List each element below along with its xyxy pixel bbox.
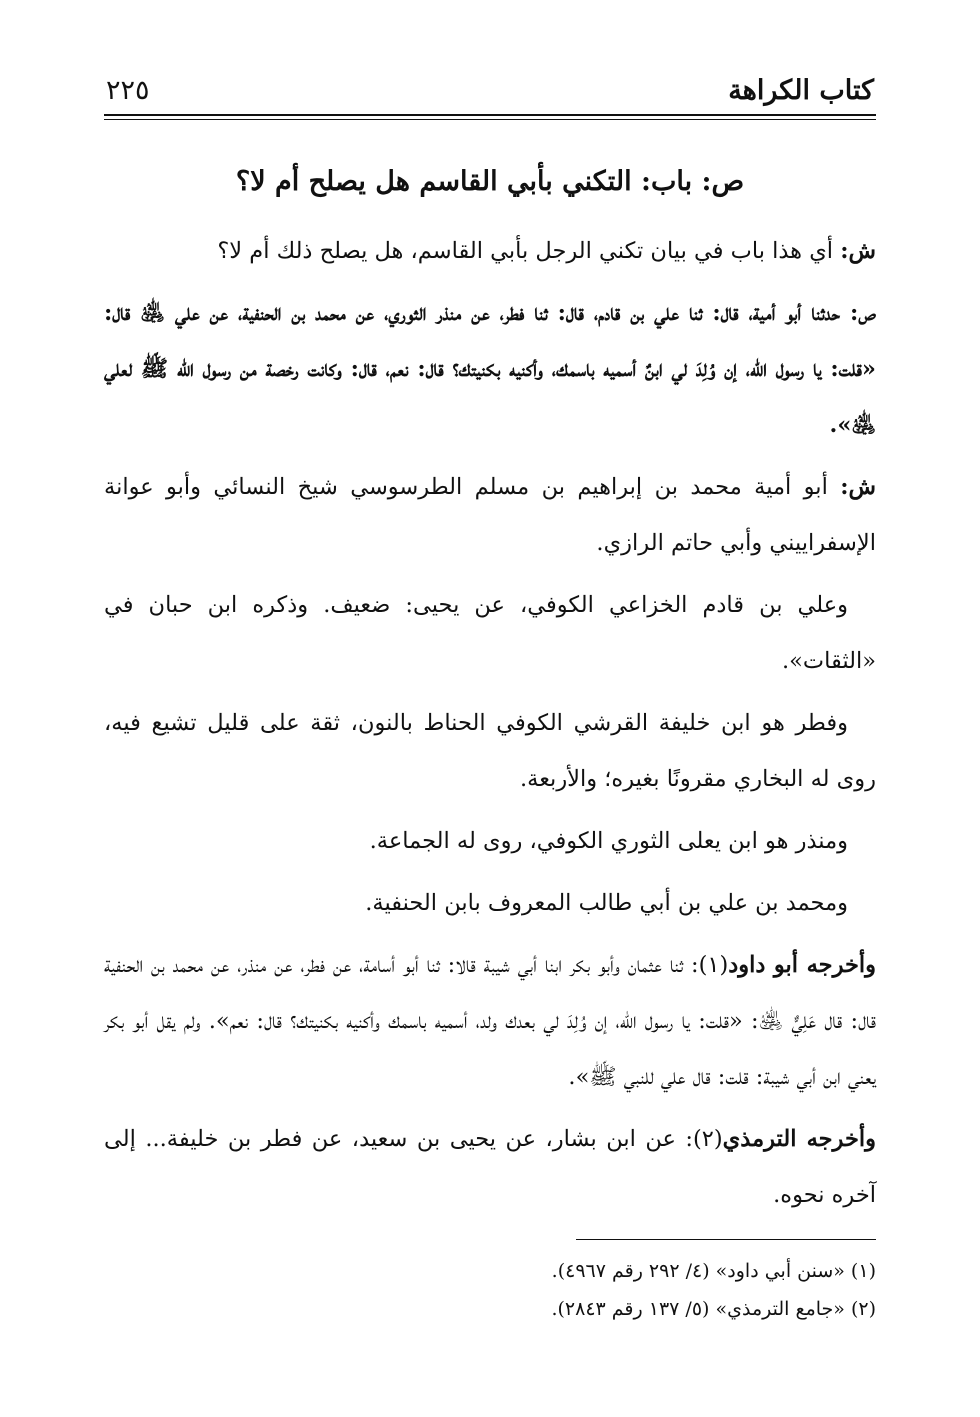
takhrij-lead: وأخرجه الترمذي: [722, 1126, 876, 1152]
header-rule-thin: [104, 119, 876, 120]
commentary-marker: ش:: [840, 238, 876, 264]
paragraph-text: أبو أمية محمد بن إبراهيم بن مسلم الطرسوسي شيخ النسائي وأبو عوانة الإسفراييني وأبي حاتم الرازي.: [104, 474, 876, 556]
paragraph-text: ص: حدثنا أبو أمية، قال: ثنا علي بن قادم، قال: ثنا فطر، عن منذر الثوري، عن محمد بن الحنفية، عن علي ﵁ قال: «قلت: يا رسول الله، إن وُلِدَ لي ابنٌ أسميه باسمك، وأكنيه بكنيتك؟ قال: نعم، قال: وكانت رخصة من رسول الله ﷺ لعلي ﵁».: [104, 300, 876, 438]
paragraph-abu-dawud-takhrij: [104, 937, 876, 1105]
paragraph-text: ومنذر هو ابن يعلى الثوري الكوفي، روى له الجماعة.: [369, 828, 848, 854]
paragraph-narrator-mundhir: [104, 813, 876, 869]
chapter-title: ص: باب: التكني بأبي القاسم هل يصلح أم لا؟: [235, 166, 745, 197]
paragraph-text: وعلي بن قادم الخزاعي الكوفي، عن يحيى: ضعيف. وذكره ابن حبان في «الثقات».: [104, 592, 876, 674]
paragraph-tirmidhi-takhrij: [104, 1111, 876, 1223]
footnote-item: (١) «سنن أبي داود» (٤/ ٢٩٢ رقم ٤٩٦٧).: [551, 1260, 876, 1282]
paragraph-text: ومحمد بن علي بن أبي طالب المعروف بابن الحنفية.: [365, 890, 848, 916]
paragraph-narrator-fitr: [104, 695, 876, 807]
paragraph-commentary-intro: [104, 223, 876, 279]
paragraph-text: : ثنا عثمان وأبو بكر ابنا أبي شيبة قالا: ثنا أبو أسامة، عن فطر، عن منذر، عن محمد بن الحنفية قال: قال عَلِيٌّ ﵁: «قلت: يا رسول الله، إن وُلِدَ لي بعدك ولد، أسميه باسمك وأكنيه بكنيتك؟ قال: نعم». ولم يقل أبو بكر يعني ابن أبي شيبة: قلت: قال علي للنبي ﷺ».: [104, 952, 876, 1090]
paragraph-text: أي هذا باب في بيان تكني الرجل بأبي القاسم، هل يصلح ذلك أم لا؟: [217, 238, 841, 264]
paragraph-text: وفطر هو ابن خليفة القرشي الكوفي الحناط بالنون، ثقة على قليل تشيع فيه، روى له البخاري مقرونًا بغيره؛ والأربعة.: [104, 710, 876, 792]
paragraph-narrator-ibn-al-hanafiyya: [104, 875, 876, 931]
header-rule: [104, 114, 876, 116]
paragraph-text: : عن ابن بشار، عن يحيى بن سعيد، عن فطر بن خليفة... إلى آخره نحوه.: [104, 1126, 876, 1208]
footnote-reference: (١): [698, 952, 729, 978]
running-title: كتاب الكراهة: [728, 75, 874, 106]
paragraph-narrator-ali-bin-qadim: [104, 577, 876, 689]
commentary-marker: ش:: [840, 474, 876, 500]
footnote-separator: [576, 1239, 876, 1240]
page-header: [104, 62, 876, 112]
takhrij-lead: وأخرجه أبو داود: [728, 952, 877, 978]
footnote-item: (٢) «جامع الترمذي» (٥/ ١٣٧ رقم ٢٨٤٣).: [551, 1298, 876, 1320]
footnote-reference: (٢): [693, 1126, 723, 1152]
paragraph-hadith-text: [104, 285, 876, 453]
paragraph-narrator-abu-umayya: [104, 459, 876, 571]
page-number: ٢٢٥: [106, 75, 150, 106]
